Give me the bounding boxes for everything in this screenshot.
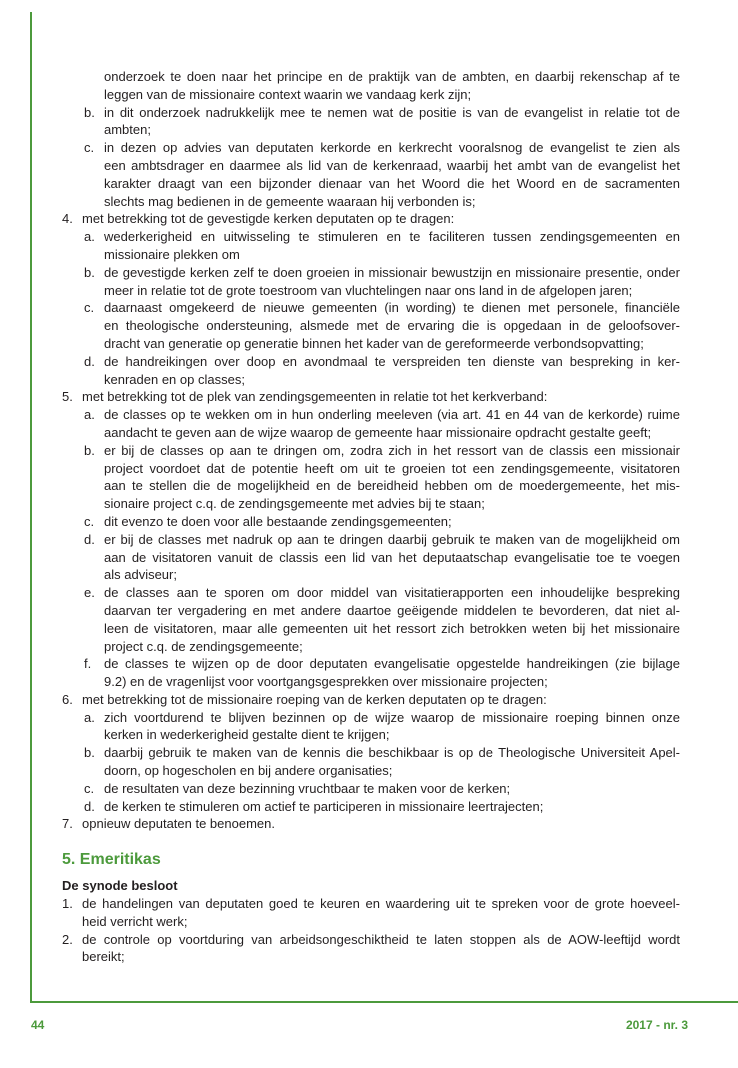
numbered-item <box>62 895 680 931</box>
lettered-item <box>62 798 680 816</box>
line-text: onderzoek te doen naar het principe en de praktijk van de ambten, en daarbij rekenschap af te <box>104 69 680 84</box>
lettered-item <box>62 513 680 531</box>
list-marker: d. <box>84 531 95 547</box>
line-text: met betrekking tot de gevestigde kerken deputaten op te dragen: <box>82 211 455 227</box>
list-marker: b. <box>84 264 95 280</box>
numbered-item <box>62 691 680 709</box>
line-text: met betrekking tot de missionaire roeping van de kerken deputaten op te dragen: <box>82 691 547 707</box>
list-marker: d. <box>84 353 95 369</box>
text-line <box>62 424 680 442</box>
section-subtitle: De synode besloot <box>62 878 178 894</box>
text-line <box>62 931 680 949</box>
line-text: doorn, op hogescholen en bij andere organisaties; <box>104 763 393 779</box>
lettered-item <box>62 264 680 300</box>
line-text: sionaire project c.q. de zendingsgemeente met advies bij te staan; <box>104 496 485 512</box>
text-line <box>62 68 680 86</box>
line-text: een ambtsdrager en daarmee als lid van de kerkenraad, waarbij het ambt van de evangelist het <box>104 157 680 173</box>
text-line <box>62 460 680 478</box>
numbered-item <box>62 815 680 833</box>
list-marker: b. <box>84 104 95 120</box>
numbered-item <box>62 210 680 228</box>
line-text: kenraden en op classes; <box>104 371 245 387</box>
text-line <box>62 638 680 656</box>
lettered-item <box>62 442 680 513</box>
text-line <box>62 584 680 602</box>
text-line <box>62 388 680 406</box>
list-marker: d. <box>84 798 95 814</box>
numbered-item <box>62 931 680 967</box>
line-text: meer in relatie tot de grote toestroom van vluchtelingen naar ons land in de afgelopen jaren; <box>104 282 633 298</box>
line-text: met betrekking tot de plek van zendingsgemeenten in relatie tot het kerkverband: <box>82 389 548 405</box>
lettered-item <box>62 139 680 210</box>
text-line <box>62 371 680 389</box>
line-text: missionaire plekken om <box>104 246 240 262</box>
text-line <box>62 86 680 104</box>
line-text: de classes op te wekken om in hun onderling meeleven (via art. 41 en 44 van de kerkorde) ruime <box>104 407 680 423</box>
line-text: heid verricht werk; <box>82 913 188 929</box>
line-text: bereikt; <box>82 949 125 965</box>
issue-label: 2017 - nr. 3 <box>625 1018 688 1032</box>
list-marker: e. <box>84 585 95 601</box>
list-marker: 6. <box>62 691 73 707</box>
lettered-item <box>62 406 680 442</box>
text-line <box>62 726 680 744</box>
list-marker: b. <box>84 745 95 761</box>
line-text: dracht van generatie op generatie binnen het kader van de gereformeerde verbondsopvatting; <box>104 335 644 351</box>
text-line <box>62 744 680 762</box>
list-marker: f. <box>84 656 92 672</box>
lettered-item <box>62 104 680 140</box>
line-text: in dezen op advies van deputaten kerkorde en kerkrecht vooralsnog de evangelist te zien als <box>104 140 680 156</box>
text-line <box>62 895 680 913</box>
list-marker: a. <box>84 229 95 245</box>
lettered-item <box>62 228 680 264</box>
text-line <box>62 246 680 264</box>
list-marker: a. <box>84 709 95 725</box>
list-marker: 2. <box>62 931 73 947</box>
line-text: aan te stellen die de mogelijkheid en de bereidheid hebben om de moedergemeente, het mis- <box>104 478 680 494</box>
text-line <box>62 531 680 549</box>
lettered-item <box>62 780 680 798</box>
line-text: ambten; <box>104 122 151 138</box>
line-text: er bij de classes met nadruk op aan te dringen daarbij gebruik te maken van de mogelijkheid om <box>104 531 680 547</box>
text-line <box>62 335 680 353</box>
document-body <box>62 68 680 966</box>
line-text: de handelingen van deputaten goed te keuren en waardering uit te spreken voor de grote hoeveel- <box>82 896 680 912</box>
text-line <box>62 513 680 531</box>
text-line <box>62 353 680 371</box>
text-line <box>62 655 680 673</box>
list-marker: 7. <box>62 816 73 832</box>
line-text: er bij de classes op aan te dringen om, zodra zich in het ressort van de classis een missionair <box>104 442 680 458</box>
line-text: de resultaten van deze bezinning vruchtbaar te maken voor de kerken; <box>104 780 511 796</box>
text-line <box>62 709 680 727</box>
list-marker: c. <box>84 513 95 529</box>
text-line <box>62 228 680 246</box>
list-marker: 4. <box>62 211 73 227</box>
line-text: project c.q. de zendingsgemeente; <box>104 638 303 654</box>
section-list <box>62 895 680 966</box>
lettered-item <box>62 531 680 584</box>
text-line <box>62 104 680 122</box>
text-line <box>62 948 680 966</box>
numbered-item <box>62 388 680 406</box>
line-text: aandacht te geven aan de wijze waarop de gemeente haar missionaire opdracht gestalte geeft; <box>104 424 652 440</box>
text-line <box>62 762 680 780</box>
lettered-item <box>62 709 680 745</box>
section-heading: 5. Emeritikas <box>62 851 161 869</box>
line-text: de kerken te stimuleren om actief te participeren in missionaire leertrajecten; <box>104 798 544 814</box>
text-line <box>62 406 680 424</box>
line-text: project voordoet dat de potentie heeft om uit te groeien tot een zendingsgemeente, visitatoren <box>104 460 680 476</box>
text-line <box>62 193 680 211</box>
line-text: aan de visitatoren vanuit de classis een lid van het deputaatschap evangelisatie toe te voegen <box>104 549 680 565</box>
line-text: leen de visitatoren, maar alle gemeenten uit het ressort zich betrokken weten bij het missionaire <box>104 620 680 636</box>
line-text: de handreikingen over doop en avondmaal te verspreiden ten dienste van bespreking in ker- <box>104 353 680 369</box>
line-text: daarvan ter vergadering en met andere daartoe geëigende middelen te bevorderen, dat niet al- <box>104 602 680 618</box>
text-line <box>62 299 680 317</box>
continued-item <box>62 68 680 104</box>
line-text: de classes te wijzen op de door deputaten evangelisatie opgestelde handreikingen (zie bijlage <box>104 656 680 672</box>
text-line <box>62 691 680 709</box>
list-marker: c. <box>84 140 95 156</box>
line-text: slechts mag bedienen in de gemeente waaraan hij verbonden is; <box>104 193 476 209</box>
list-marker: 1. <box>62 896 73 912</box>
text-line <box>62 157 680 175</box>
line-text: de controle op voortduring van arbeidsongeschiktheid te laten stoppen als de AOW-leeftijd wordt <box>82 931 680 947</box>
text-line <box>62 121 680 139</box>
line-text: 9.2) en de vragenlijst voor voortgangsgesprekken over missionaire projecten; <box>104 674 548 690</box>
list-marker: b. <box>84 442 95 458</box>
text-line <box>62 495 680 513</box>
line-text: als adviseur; <box>104 567 177 583</box>
line-text: wederkerigheid en uitwisseling te stimuleren en te faciliteren tussen zendingsgemeenten en <box>104 229 680 245</box>
text-line <box>62 317 680 335</box>
footer-rule <box>30 1001 738 1003</box>
list-marker: c. <box>84 300 95 316</box>
text-line <box>62 602 680 620</box>
text-line <box>62 780 680 798</box>
lettered-item <box>62 584 680 655</box>
text-line <box>62 798 680 816</box>
line-text: zich voortdurend te blijven bezinnen op de wijze waarop de missionaire roeping binnen onze <box>104 709 680 725</box>
line-text: leggen van de missionaire context waarin we vandaag kerk zijn; <box>104 86 472 102</box>
lettered-item <box>62 299 680 352</box>
text-line <box>62 175 680 193</box>
line-text: opnieuw deputaten te benoemen. <box>82 816 275 832</box>
decision-list <box>62 68 680 833</box>
line-text: en theologische ondersteuning, alsmede met de ervaring die is opgedaan in de geloofsover- <box>104 318 680 334</box>
line-text: dit evenzo te doen voor alle bestaande zendingsgemeenten; <box>104 513 452 529</box>
line-text: kerken in wederkerigheid gestalte dient te krijgen; <box>104 727 390 743</box>
text-line <box>62 442 680 460</box>
text-line <box>62 210 680 228</box>
page-number: 44 <box>31 1018 45 1032</box>
text-line <box>62 673 680 691</box>
lettered-item <box>62 744 680 780</box>
lettered-item <box>62 353 680 389</box>
text-line <box>62 815 680 833</box>
left-margin-rule <box>30 12 32 1002</box>
list-marker: a. <box>84 407 95 423</box>
text-line <box>62 264 680 282</box>
list-marker: 5. <box>62 389 73 405</box>
line-text: in dit onderzoek nadrukkelijk mee te nemen wat de positie is van de evangelist in relatie tot de <box>104 104 680 120</box>
list-marker: c. <box>84 780 95 796</box>
text-line <box>62 549 680 567</box>
line-text: de classes aan te sporen om door middel van visitatierapporten een inhoudelijke bespreking <box>104 585 680 601</box>
text-line <box>62 282 680 300</box>
line-text: daarbij gebruik te maken van de kennis die beschikbaar is op de Theologische Universiteit Apel- <box>104 745 680 761</box>
lettered-item <box>62 655 680 691</box>
text-line <box>62 139 680 157</box>
text-line <box>62 620 680 638</box>
text-line <box>62 913 680 931</box>
text-line <box>62 477 680 495</box>
line-text: daarnaast omgekeerd de nieuwe gemeenten (in wording) te dienen met personele, financiële <box>104 300 680 316</box>
text-line <box>62 566 680 584</box>
line-text: de gevestigde kerken zelf te doen groeien in missionair bewustzijn en missionaire presentie, onder <box>104 264 680 280</box>
line-text: karakter draagt van een bijzonder dienaar van het Woord die het Woord en de sacramenten <box>104 175 680 191</box>
